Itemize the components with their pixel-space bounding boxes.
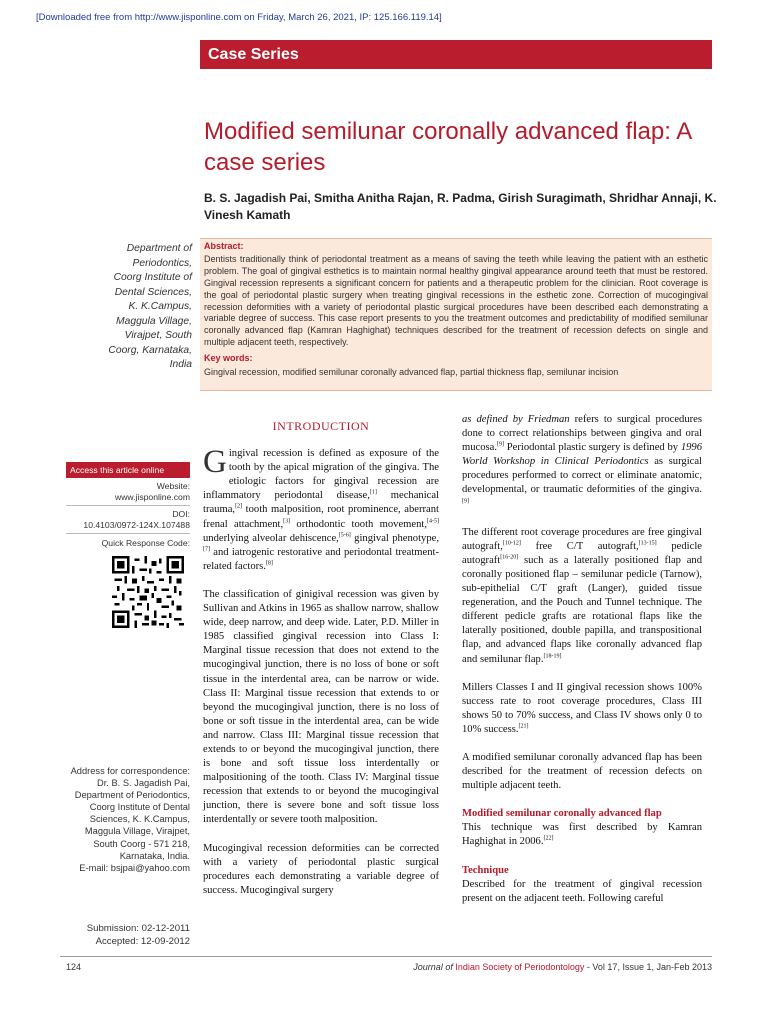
body-paragraph-3: Millers Classes I and II gingival recession shows 100% success rate to root coverage procedures, Class III shows 50 to 70% success, and Class IV shows only 0 to 10% success.[21] — [462, 681, 702, 735]
website-label: Website: — [156, 481, 190, 491]
author-list: B. S. Jagadish Pai, Smitha Anitha Rajan, R. Padma, Girish Suragimath, Shridhar Annaji, K. Vinesh Kamath — [204, 191, 717, 222]
correspondence-email[interactable]: E-mail: bsjpai@yahoo.com — [79, 862, 190, 873]
citation[interactable]: [21] — [518, 723, 529, 730]
citation[interactable]: [3] — [283, 518, 291, 525]
body-paragraph-6: Described for the treatment of gingival recession present on the adjacent teeth. Following careful — [462, 878, 702, 904]
subheading-modified-flap: Modified semilunar coronally advanced flap — [462, 808, 662, 820]
citation[interactable]: [16-20] — [500, 554, 519, 561]
body-column-left — [203, 419, 439, 912]
abstract-heading: Abstract: — [204, 241, 244, 251]
doi-value[interactable]: 10.4103/0972-124X.107488 — [83, 519, 190, 530]
keywords-heading: Key words: — [204, 353, 253, 364]
citation[interactable]: [18-19] — [543, 652, 562, 659]
submission-date: Submission: 02-12-2011 — [86, 923, 190, 934]
website-link[interactable]: www.jisponline.com — [115, 491, 190, 502]
website-row — [66, 478, 190, 506]
article-title: Modified semilunar coronally advanced flap: A case series — [204, 118, 691, 176]
body-column-right — [462, 413, 702, 920]
keywords-text: Gingival recession, modified semilunar coronally advanced flap, partial thickness flap, semilunar incision — [204, 367, 619, 378]
correspondence-block — [66, 765, 190, 874]
citation[interactable]: [13-15] — [638, 540, 657, 547]
body-paragraph-5: This technique was first described by Kamran Haghighat in 2006.[22] — [462, 822, 702, 848]
doi-label: DOI: — [172, 509, 190, 519]
body-paragraph-2: The different root coverage procedures are free gingival autograft,[10-12] free C/T autograft,[13-15] pedicle autograft[16-20] such as a laterally positioned flap and coronally positioned flap – semilunar pedicle (Tarnow), sub-epithelial C/T graft (Langer), guided tissue regeneration, and the Pouch and Tunnel technique. The different pedicle grafts are rotational flaps like the laterally positioned, double papilla, and transpositional flap, and advanced flaps like coronally advanced flap and semilunar flap.[18-19] — [462, 526, 702, 665]
intro-paragraph-2: The classification of ginigival recession was given by Sullivan and Atkins in 1965 as shallow narrow, shallow wide, deep narrow, and deep wide. Later, P.D. Miller in 1985 classified gingival recession into Class I: Marginal tissue recession that does not extend to the mucogingival junction, there is no loss of bone or soft tissue in the interdental area, can be narrow or wide. Class II: Marginal tissue recession that extends to or beyond the mucogingival junction, there is no loss of bone or soft tissue in the interdental area, can be wide and narrow. Class III: Marginal tissue recession that extends to or beyond the mucogingival junction, there is bone and soft tissue loss interdentally or malpositioning of the tooth. Class IV: Marginal tissue recession that extends to or beyond the mucogingival junction, there is severe bone and soft tissue loss interdentally or severe tooth malposition. — [203, 588, 439, 826]
body-paragraph-1: as defined by Friedman refers to surgical procedures done to correct relationships between gingiva and oral mucosa.[9] Periodontal plastic surgery is defined by 1996 World Workshop in Clinical Periodontics as surgical procedures performed to correct or eliminate anatomic, developmental, or traumatic deformities of the gingiva.[9] — [462, 414, 703, 505]
citation[interactable]: [7] — [203, 546, 210, 553]
abstract-text: Dentists traditionally think of periodontal treatment as a means of saving the teeth while leaving the patient with an esthetic problem. The goal of gingival esthetics is to maintain normal healthy gingival appearance around teeth that must be restored. Gingival recession represents a significant concern for patients and a therapeutic problem for the clinician. Root coverage is the goal of periodontal plastic surgery when treating gingival recessions in the esthetic zone. Correction of mucogingival recession deformities with a variety of periodontal plastic surgical procedures have been described each demonstrating a variable degree of success. This case report presents to you the treatment outcomes and predictability of modified semilunar coronally advanced flap (Kamran Haghighat) techniques described for the treatment of recession defects on single and multiple adjacent teeth, respectively. — [204, 253, 708, 348]
download-note: [Downloaded free from http://www.jisponline.com on Friday, March 26, 2021, IP: 125.166.119.14] — [36, 12, 442, 23]
affiliation: Department of Periodontics, Coorg Institute of Dental Sciences, K. K.Campus, Maggula Village, Virajpet, South Coorg, Karnataka, India — [108, 243, 192, 370]
accepted-date: Accepted: 12-09-2012 — [95, 935, 190, 947]
access-box — [66, 462, 190, 630]
doi-row — [66, 506, 190, 534]
abstract-box — [200, 238, 712, 391]
citation[interactable]: [9] — [462, 498, 469, 505]
citation[interactable]: [5-6] — [338, 532, 351, 539]
citation[interactable]: [8] — [265, 560, 273, 567]
citation[interactable]: [4-5] — [427, 518, 440, 525]
drop-cap: G — [203, 444, 227, 481]
dates-block — [66, 923, 190, 948]
citation[interactable]: [9] — [497, 441, 505, 448]
intro-paragraph-1: Gingival recession is defined as exposure of the tooth by the apical migration of the gingiva. The etiologic factors for gingival recession are inflammatory periodontal disease,[1] mechanical trauma,[2] tooth malposition, root prominence, aberrant frenal attachment,[3] orthodontic tooth movement,[4-5] underlying alveolar dehiscence,[5-6] gingival phenotype,[7] and iatrogenic restorative and periodontal treatment-related factors.[8] — [203, 444, 440, 572]
footer-divider — [60, 956, 712, 957]
intro-paragraph-3: Mucogingival recession deformities can be corrected with a variety of periodontal plastic surgical procedures each demonstrating a variable degree of success. Mucogingival surgery — [203, 842, 439, 896]
citation[interactable]: [1] — [369, 489, 377, 496]
journal-footer: Journal of Indian Society of Periodontology - Vol 17, Issue 1, Jan-Feb 2013 — [413, 962, 712, 972]
access-heading: Access this article online — [66, 462, 190, 478]
correspondence-heading: Address for correspondence: — [70, 766, 190, 776]
correspondence-text: Dr. B. S. Jagadish Pai, Department of Periodontics, Coorg Institute of Dental Sciences, K. K.Campus, Maggula Village, Virajpet, South Coorg - 571 218, Karnataka, India. — [74, 778, 190, 861]
citation[interactable]: [2] — [235, 503, 243, 510]
qr-label: Quick Response Code: — [101, 538, 190, 548]
section-label: Case Series — [200, 40, 712, 69]
citation[interactable]: [10-12] — [502, 540, 521, 547]
subheading-technique: Technique — [462, 864, 509, 876]
introduction-heading: INTRODUCTION — [272, 419, 370, 433]
page-number: 124 — [66, 962, 82, 972]
citation[interactable]: [22] — [543, 835, 554, 842]
body-paragraph-4: A modified semilunar coronally advanced flap has been described for the treatment of recession defects on multiple adjacent teeth. — [462, 751, 702, 792]
qr-code-icon — [112, 556, 184, 628]
